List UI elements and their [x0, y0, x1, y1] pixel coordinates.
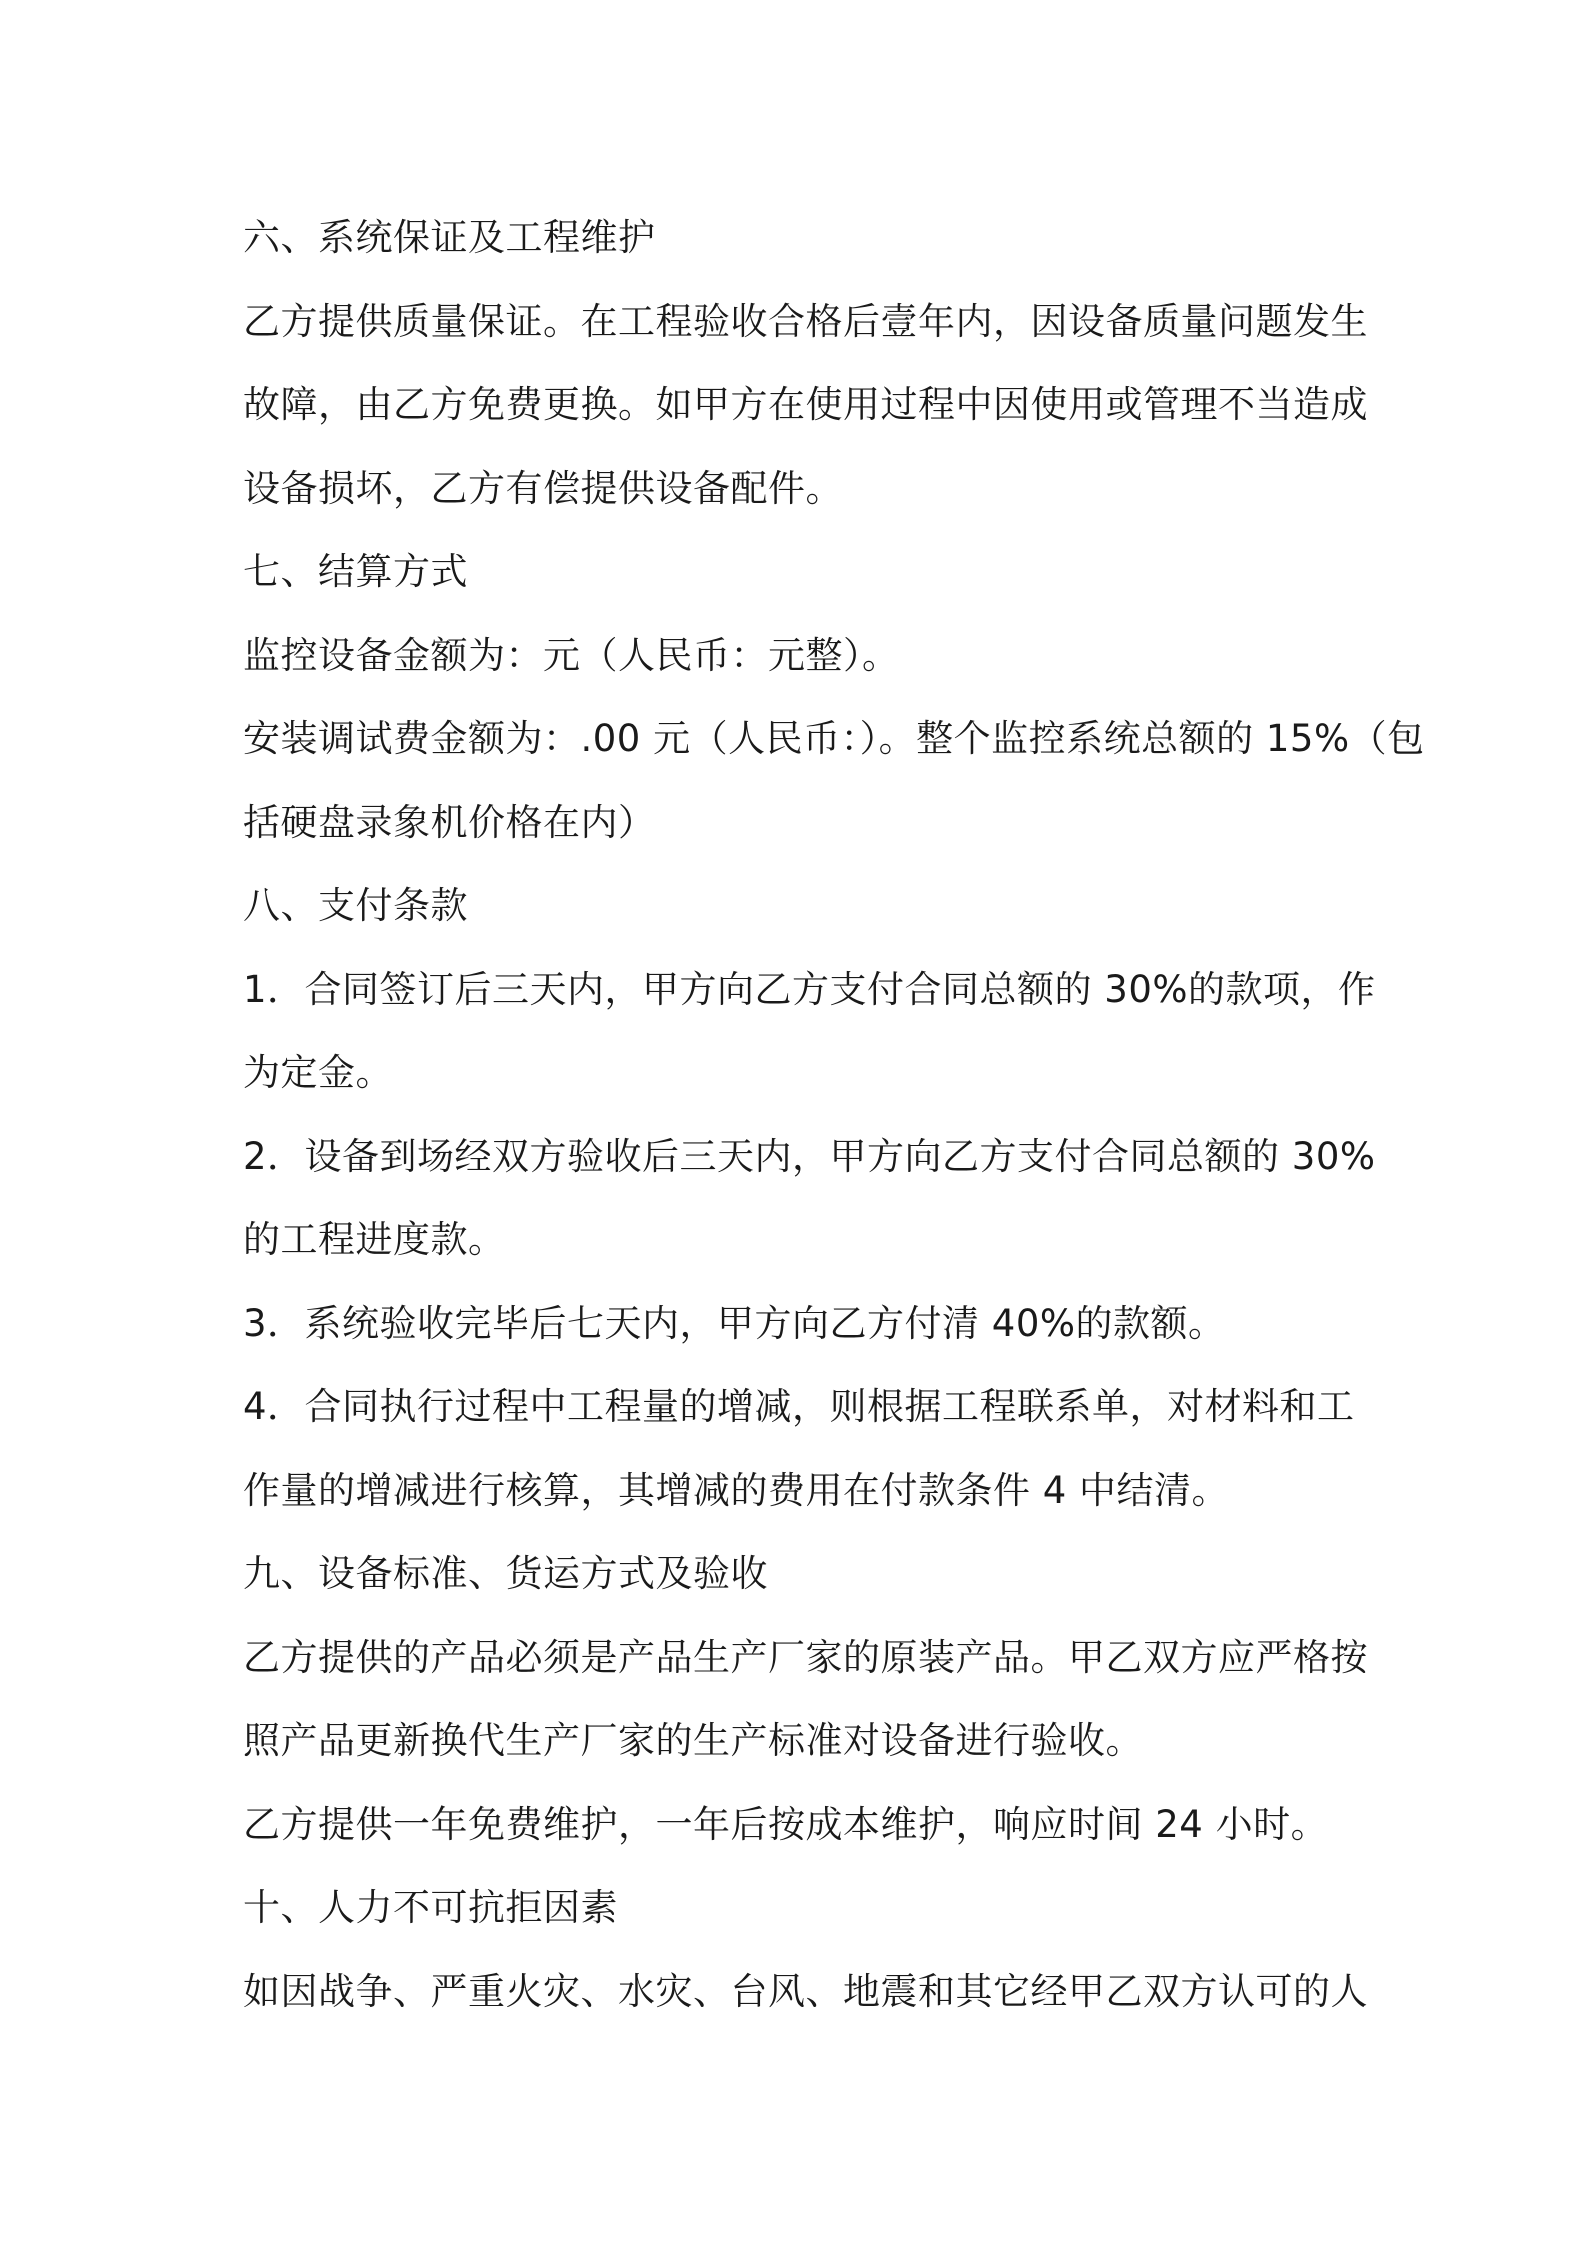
paragraph-line: 乙方提供质量保证。在工程验收合格后壹年内，因设备质量问题发生	[243, 299, 1368, 343]
list-item-2: 2．设备到场经双方验收后三天内，甲方向乙方支付合同总额的 30%	[243, 1134, 1376, 1178]
document-body	[243, 196, 1425, 2033]
paragraph-line: 故障，由乙方免费更换。如甲方在使用过程中因使用或管理不当造成	[243, 383, 1368, 426]
list-item-1-cont: 为定金。	[243, 1051, 393, 1094]
list-item-3: 3．系统验收完毕后七天内，甲方向乙方付清 40%的款额。	[243, 1301, 1226, 1345]
section-heading-8: 八、支付条款	[243, 884, 468, 927]
paragraph-line: 监控设备金额为：元（人民币：元整）。	[243, 633, 900, 677]
paragraph-line: 设备损坏，乙方有偿提供设备配件。	[243, 466, 843, 510]
list-item-1: 1．合同签订后三天内，甲方向乙方支付合同总额的 30%的款项，作	[243, 967, 1376, 1011]
section-heading-7: 七、结算方式	[243, 550, 468, 593]
list-item-4-cont: 作量的增减进行核算，其增减的费用在付款条件 4 中结清。	[243, 1468, 1230, 1512]
paragraph-line: 乙方提供的产品必须是产品生产厂家的原装产品。甲乙双方应严格按	[243, 1635, 1368, 1679]
paragraph-line: 如因战争、严重火灾、水灾、台风、地震和其它经甲乙双方认可的人	[243, 1969, 1368, 2013]
paragraph-line: 安装调试费金额为：.00 元（人民币：）。整个监控系统总额的 15%（包	[243, 717, 1425, 760]
section-heading-6: 六、系统保证及工程维护	[243, 216, 656, 259]
section-heading-9: 九、设备标准、货运方式及验收	[243, 1552, 768, 1595]
paragraph-line: 照产品更新换代生产厂家的生产标准对设备进行验收。	[243, 1719, 1143, 1762]
paragraph-line: 括硬盘录象机价格在内）	[243, 800, 656, 844]
list-item-4: 4．合同执行过程中工程量的增减，则根据工程联系单，对材料和工	[243, 1385, 1355, 1428]
paragraph-line: 乙方提供一年免费维护，一年后按成本维护，响应时间 24 小时。	[243, 1802, 1329, 1846]
list-item-2-cont: 的工程进度款。	[243, 1218, 506, 1261]
section-heading-10: 十、人力不可抗拒因素	[243, 1886, 618, 1929]
